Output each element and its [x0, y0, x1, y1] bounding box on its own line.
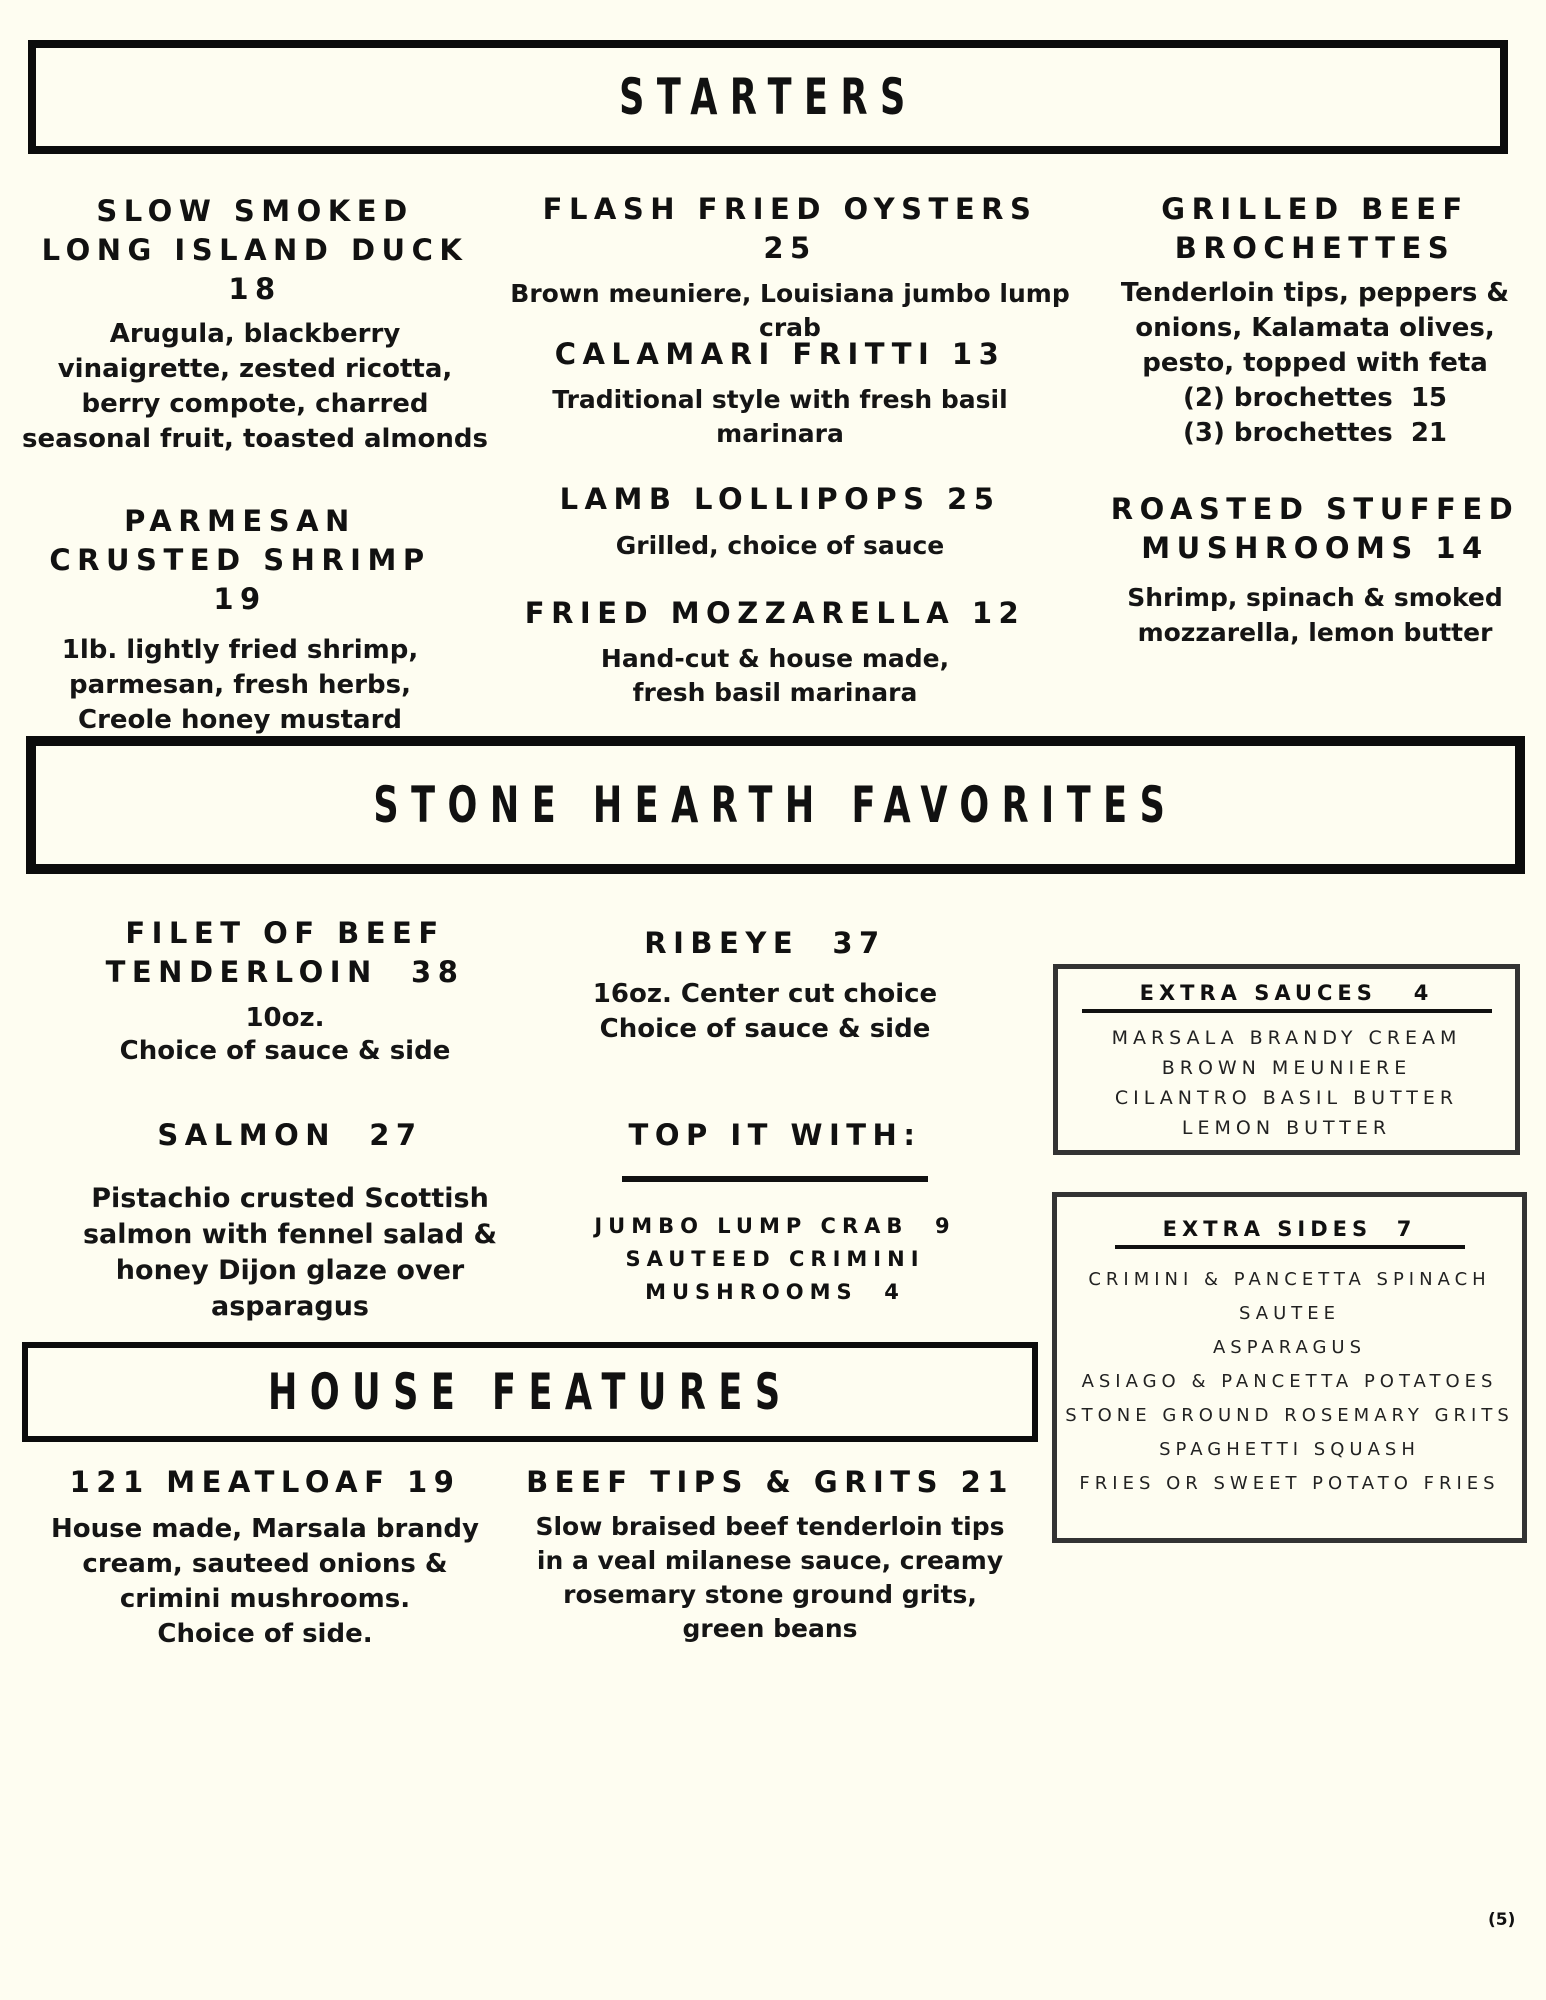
- menu-item-shrimp: [20, 502, 460, 738]
- topping-item: SAUTEED CRIMINI: [625, 1247, 925, 1271]
- item-name: GRILLED BEEF BROCHETTES: [1161, 192, 1469, 265]
- menu-item-lamb: [540, 480, 1020, 563]
- item-description: Choice of sauce & side: [599, 1014, 931, 1044]
- extra-sides-list: [1057, 1263, 1522, 1501]
- house-features-title: HOUSE FEATURES: [267, 1363, 793, 1421]
- item-description: Pistachio crusted Scottish salmon with fennel salad & honey Dijon glaze over asparagus: [82, 1183, 498, 1322]
- menu-item-calamari: [540, 335, 1020, 451]
- item-name: FRIED MOZZARELLA 12: [524, 596, 1026, 630]
- item-description: Hand-cut & house made, fresh basil marinara: [600, 644, 950, 707]
- item-name: RIBEYE 37: [644, 926, 886, 960]
- item-description: House made, Marsala brandy cream, sauteed onions & crimini mushrooms.: [51, 1514, 479, 1614]
- item-option: (2) brochettes 15: [1182, 383, 1447, 413]
- item-description: Slow braised beef tenderloin tips in a veal milanese sauce, creamy rosemary stone ground grits, green beans: [535, 1512, 1005, 1643]
- starters-title: STARTERS: [618, 68, 918, 126]
- extra-sauces-list: [1058, 1023, 1515, 1143]
- starters-banner: [28, 40, 1508, 154]
- menu-item-brochettes: [1090, 190, 1540, 451]
- item-description: Traditional style with fresh basil marinara: [552, 385, 1008, 448]
- sauce-item: MARSALA BRANDY CREAM: [1111, 1027, 1462, 1049]
- item-name: CALAMARI FRITTI 13: [554, 337, 1006, 371]
- sauce-item: LEMON BUTTER: [1181, 1117, 1392, 1139]
- item-description: Choice of sauce & side: [119, 1036, 451, 1066]
- menu-item-mushrooms: [1100, 490, 1530, 650]
- extra-sides-box: [1052, 1192, 1527, 1543]
- item-description: Brown meuniere, Louisiana jumbo lump crab: [510, 279, 1070, 342]
- extra-sides-title: EXTRA SIDES 7: [1115, 1217, 1465, 1249]
- menu-item-oysters: [510, 190, 1070, 345]
- item-name: LAMB LOLLIPOPS 25: [559, 482, 1001, 516]
- topping-item: JUMBO LUMP CRAB 9: [594, 1214, 956, 1238]
- side-item: ASIAGO & PANCETTA POTATOES: [1081, 1371, 1498, 1392]
- item-name: PARMESAN CRUSTED SHRIMP 19: [49, 504, 431, 616]
- page-number: (5): [1488, 1910, 1516, 1930]
- side-item: FRIES OR SWEET POTATO FRIES: [1079, 1473, 1500, 1494]
- item-description: 1lb. lightly fried shrimp, parmesan, fresh herbs, Creole honey mustard: [61, 635, 419, 735]
- top-it-list: [560, 1210, 990, 1309]
- item-description: Tenderloin tips, peppers & onions, Kalamata olives, pesto, topped with feta: [1120, 278, 1510, 378]
- item-description: 10oz.: [245, 1003, 325, 1033]
- side-item: STONE GROUND ROSEMARY GRITS: [1065, 1405, 1514, 1426]
- sauce-item: CILANTRO BASIL BUTTER: [1114, 1087, 1459, 1109]
- divider: [622, 1176, 928, 1182]
- top-it-title: TOP IT WITH:: [628, 1118, 922, 1152]
- favorites-banner: [26, 736, 1525, 874]
- extra-sauces-box: [1053, 964, 1520, 1155]
- item-description: 16oz. Center cut choice: [592, 979, 938, 1009]
- favorites-title: STONE HEARTH FAVORITES: [373, 776, 1178, 834]
- item-name: BEEF TIPS & GRITS 21: [526, 1465, 1014, 1499]
- item-description: Choice of side.: [157, 1619, 373, 1649]
- sauce-item: BROWN MEUNIERE: [1161, 1057, 1412, 1079]
- item-name: 121 MEATLOAF 19: [69, 1465, 461, 1499]
- side-item: ASPARAGUS: [1212, 1337, 1367, 1358]
- item-description: Arugula, blackberry vinaigrette, zested ricotta, berry compote, charred seasonal fruit, toasted almonds: [22, 319, 488, 454]
- menu-item-filet: [90, 914, 480, 1068]
- item-name: SALMON 27: [157, 1118, 423, 1152]
- item-name: ROASTED STUFFED MUSHROOMS 14: [1110, 492, 1520, 565]
- item-name: FLASH FRIED OYSTERS 25: [542, 192, 1038, 265]
- menu-item-duck: [20, 192, 490, 457]
- item-name: SLOW SMOKED LONG ISLAND DUCK 18: [41, 194, 469, 306]
- menu-item-meatloaf: [30, 1463, 500, 1652]
- topping-item: MUSHROOMS 4: [645, 1280, 905, 1304]
- side-item: CRIMINI & PANCETTA SPINACH: [1088, 1269, 1491, 1290]
- menu-item-beef-tips: [520, 1463, 1020, 1646]
- top-it-with: [575, 1116, 975, 1155]
- item-option: (3) brochettes 21: [1182, 418, 1447, 448]
- item-description: Shrimp, spinach & smoked mozzarella, lemon butter: [1127, 583, 1503, 647]
- menu-item-ribeye: [570, 924, 960, 1047]
- menu-item-salmon: [80, 1116, 500, 1325]
- side-item: SAUTEE: [1239, 1303, 1340, 1324]
- extra-sauces-title: EXTRA SAUCES 4: [1082, 981, 1492, 1013]
- menu-item-mozzarella: [520, 594, 1030, 710]
- item-name: FILET OF BEEF TENDERLOIN 38: [105, 916, 465, 989]
- side-item: SPAGHETTI SQUASH: [1159, 1439, 1420, 1460]
- house-features-banner: [22, 1342, 1038, 1442]
- item-description: Grilled, choice of sauce: [615, 531, 945, 560]
